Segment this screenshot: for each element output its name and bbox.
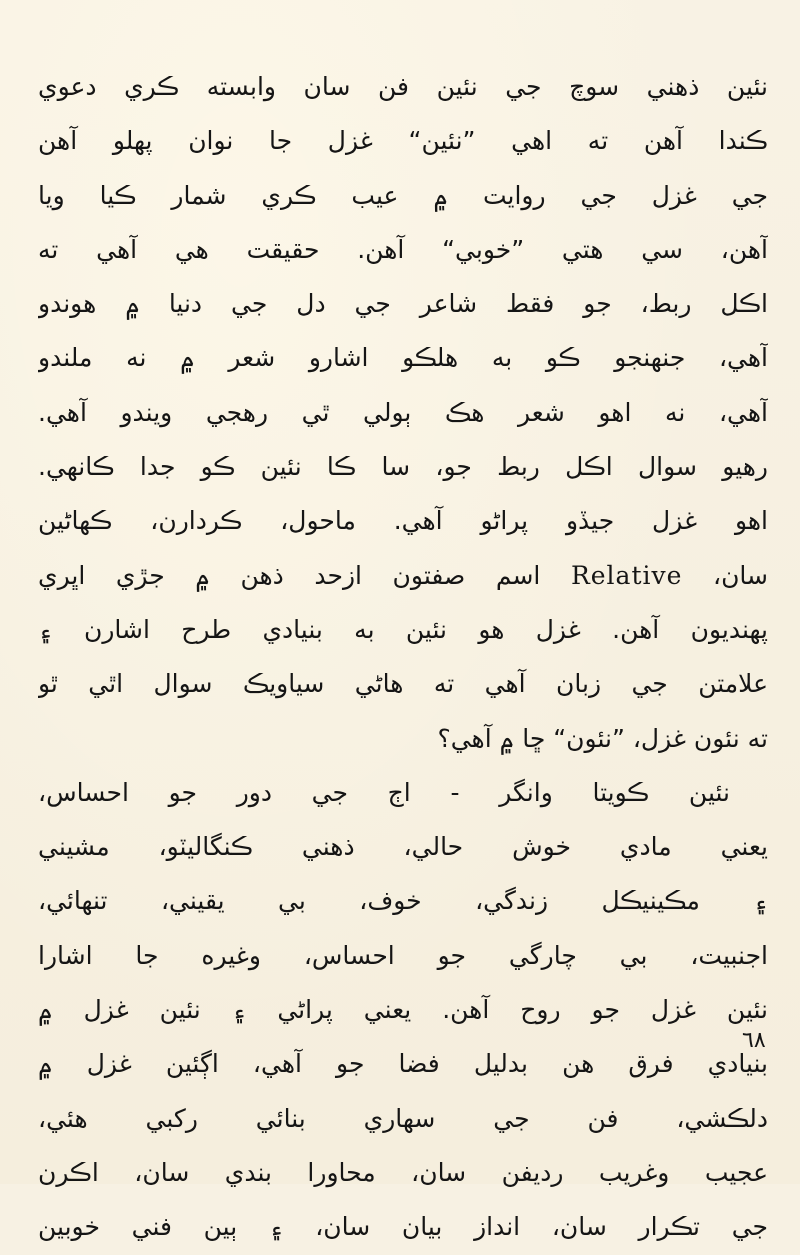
text-line: جي غزل جي روايت ۾ عيب ڪري شمار ڪيا ويا [38,180,768,210]
text-line: آهي، نه اهو شعر هڪ ٻولي ٿي رهجي ويندو آهي. [38,397,768,427]
text-line: پهنديون آهن. غزل هو نئين به بنيادي طرح اشارن ۽ [38,614,768,644]
text-line: رهيو سوال اڪل ربط جو، سا ڪا نئين ڪو جدا ڪانهي. [38,452,768,482]
line-segment-start: سان، [713,560,768,590]
latin-word-relative: Relative [570,560,683,590]
text-line: دلڪشي، فن جي سهاري بنائي رکبي هئي، [38,1103,768,1133]
line-segment-end: اسم صفتون ازحد ذهن ۾ جڙي اڀري [38,560,541,590]
text-line-with-latin [38,549,768,603]
text-line: اجنبيت، بي چارگي جو احساس، وغيره جا اشارا [38,940,768,970]
text-line: بنيادي فرق هن بدليل فضا جو آهي، اڳئين غزل ۾ [38,1049,768,1079]
text-line: جي تڪرار سان، انداز بيان سان، ۽ ٻين فني خوبين [38,1212,768,1242]
text-line: اهو غزل جيڏو پراڻو آهي. ماحول، ڪردارن، ڪهاڻين [38,506,768,536]
text-line: اڪل ربط، جو فقط شاعر جي دل جي دنيا ۾ هوندو [38,289,768,319]
text-line: يعني مادي خوش حالي، ذهني ڪنگاليٽو، مشيني [38,832,768,862]
text-line: ۽ مڪينيڪل زندگي، خوف، بي يقيني، تنهائي، [38,886,768,916]
text-line: علامتن جي زبان آهي ته هاڻي سياويڪ سوال اٿي ٿو [38,669,768,699]
text-line: نئين غزل جو روح آهن. يعني پراڻي ۽ نئين غزل ۾ [38,995,768,1025]
paragraph-end-line: ته نئون غزل، ”نئون“ ڇا ۾ آهي؟ [437,723,768,753]
text-line: عجيب وغريب رديفن سان، محاورا بندي سان، اڪرن [38,1157,768,1187]
text-line: آهي، جنهنجو ڪو به هلڪو اشارو شعر ۾ نه ملندو [38,343,768,373]
page-number: ٦٨ [742,1028,766,1053]
text-line: نئين ذهني سوچ جي نئين فن سان وابسته ڪري دعوي [38,72,768,101]
paragraph-start-line: نئين ڪويتا وانگر - اڄ جي دور جو احساس، [38,777,730,807]
text-line: ڪندا آهن ته اهي ”نئين“ غزل جا نوان پهلو آهن [38,126,768,156]
body-text [38,60,768,1255]
text-line: آهن، سي هتي ”خوبي“ آهن. حقيقت هي آهي ته [38,234,768,264]
